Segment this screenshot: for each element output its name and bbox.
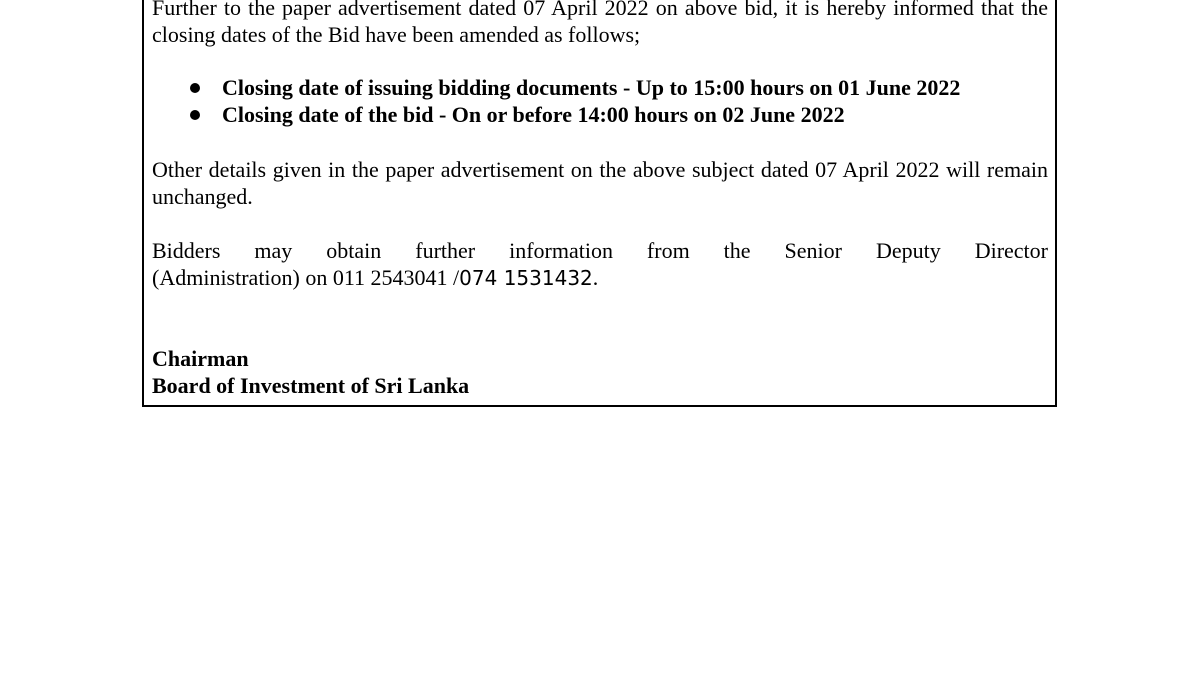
other-details-paragraph: Other details given in the paper advertisement on the above subject dated 07 April 2022 will remain unchanged.	[152, 157, 1048, 209]
amended-dates-list	[185, 74, 960, 128]
signature-block	[152, 345, 469, 399]
bullet-text: Closing date of issuing bidding documents - Up to 15:00 hours on 01 June 2022	[222, 75, 961, 100]
contact-paragraph-line2	[152, 264, 1048, 292]
bullet-text: Closing date of the bid - On or before 14:00 hours on 02 June 2022	[222, 102, 845, 127]
signature-organization: Board of Investment of Sri Lanka	[152, 373, 470, 398]
bullet-icon	[190, 110, 200, 120]
bullet-icon	[190, 83, 200, 93]
contact-paragraph-line1: Bidders may obtain further information from the Senior Deputy Director	[152, 238, 1048, 263]
contact-period: .	[592, 265, 599, 290]
signature-title: Chairman	[152, 346, 249, 371]
contact-text: (Administration) on 011 2543041 /	[152, 265, 460, 290]
intro-paragraph: Further to the paper advertisement dated 07 April 2022 on above bid, it is hereby informed that the closing dates of the Bid have been amended as follows;	[152, 0, 1048, 47]
list-item	[185, 74, 960, 101]
list-item	[185, 101, 960, 128]
contact-phone-number: 074 1531432	[459, 266, 593, 290]
